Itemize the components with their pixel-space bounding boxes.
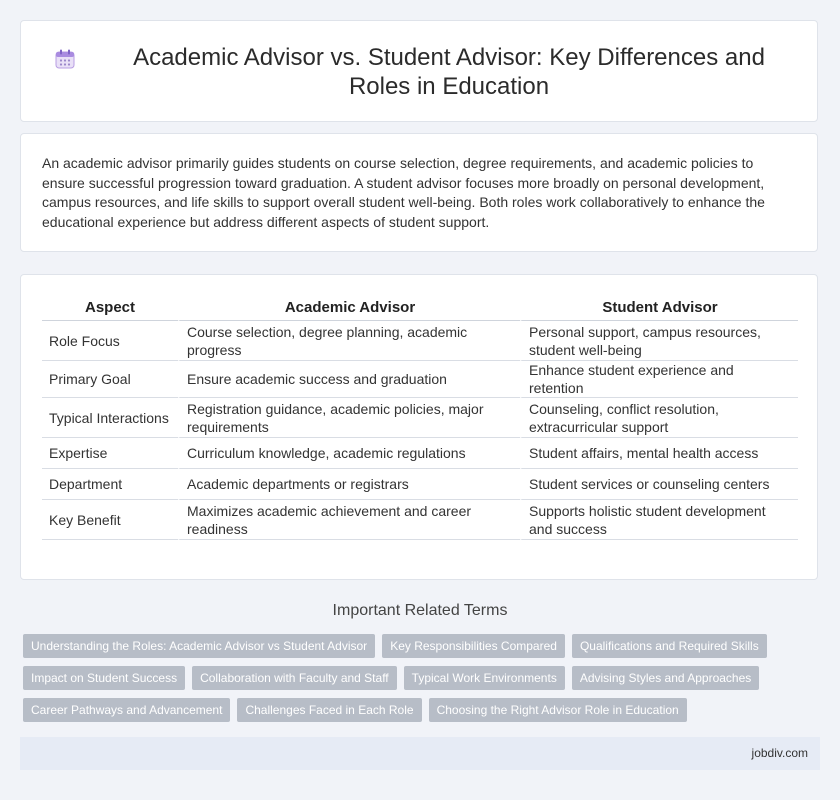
- related-term-tag[interactable]: Understanding the Roles: Academic Advisor vs Student Advisor: [23, 634, 375, 658]
- table-cell: Primary Goal: [42, 361, 178, 398]
- table-cell: Supports holistic student development and success: [520, 500, 798, 540]
- table-cell: Personal support, campus resources, student well-being: [520, 321, 798, 361]
- table-row: [42, 469, 798, 500]
- table-cell: Key Benefit: [42, 500, 178, 540]
- table-row: [42, 361, 798, 398]
- related-term-tag[interactable]: Career Pathways and Advancement: [23, 698, 230, 722]
- table-row: [42, 438, 798, 469]
- intro-card: [20, 133, 818, 252]
- title-card: [20, 20, 818, 122]
- table-header-row: [42, 293, 798, 321]
- table-cell: Enhance student experience and retention: [520, 361, 798, 398]
- table-row: [42, 398, 798, 438]
- table-cell: Role Focus: [42, 321, 178, 361]
- related-term-tag[interactable]: Impact on Student Success: [23, 666, 185, 690]
- table-cell: Academic departments or registrars: [178, 469, 520, 500]
- related-term-tag[interactable]: Key Responsibilities Compared: [382, 634, 565, 658]
- related-term-tag[interactable]: Challenges Faced in Each Role: [237, 698, 421, 722]
- table-cell: Expertise: [42, 438, 178, 469]
- related-term-tag[interactable]: Collaboration with Faculty and Staff: [192, 666, 397, 690]
- table-cell: Registration guidance, academic policies, major requirements: [178, 398, 520, 438]
- table-header-academic-advisor: Academic Advisor: [178, 293, 520, 321]
- table-cell: Maximizes academic achievement and career readiness: [178, 500, 520, 540]
- table-header-student-advisor: Student Advisor: [520, 293, 798, 321]
- intro-paragraph: An academic advisor primarily guides students on course selection, degree requirements, and academic policies to ensure successful progression toward graduation. A student advisor focuses more broadly on personal development, campus resources, and life skills to support overall student well-being. Both roles work collaboratively to enhance the educational experience but address different aspects of student support.: [42, 155, 765, 230]
- table-cell: Department: [42, 469, 178, 500]
- table-cell: Typical Interactions: [42, 398, 178, 438]
- table-header-aspect: Aspect: [42, 293, 178, 321]
- comparison-card: [20, 274, 818, 580]
- table-cell: Student services or counseling centers: [520, 469, 798, 500]
- related-term-tag[interactable]: Advising Styles and Approaches: [572, 666, 759, 690]
- table-cell: Ensure academic success and graduation: [178, 361, 520, 398]
- related-term-tag[interactable]: Qualifications and Required Skills: [572, 634, 767, 658]
- page-title: Academic Advisor vs. Student Advisor: Key Differences and Roles in Education: [133, 44, 765, 100]
- table-cell: Student affairs, mental health access: [520, 438, 798, 469]
- related-term-tag[interactable]: Typical Work Environments: [404, 666, 565, 690]
- table-cell: Course selection, degree planning, academic progress: [178, 321, 520, 361]
- table-cell: Curriculum knowledge, academic regulations: [178, 438, 520, 469]
- footer: [20, 737, 820, 770]
- related-terms-tags: [23, 634, 783, 730]
- related-term-tag[interactable]: Choosing the Right Advisor Role in Education: [429, 698, 687, 722]
- related-terms-heading: Important Related Terms: [332, 602, 508, 619]
- footer-site-link[interactable]: jobdiv.com: [751, 746, 808, 760]
- table-row: [42, 500, 798, 540]
- comparison-table: [42, 293, 798, 540]
- table-cell: Counseling, conflict resolution, extracurricular support: [520, 398, 798, 438]
- table-row: [42, 321, 798, 361]
